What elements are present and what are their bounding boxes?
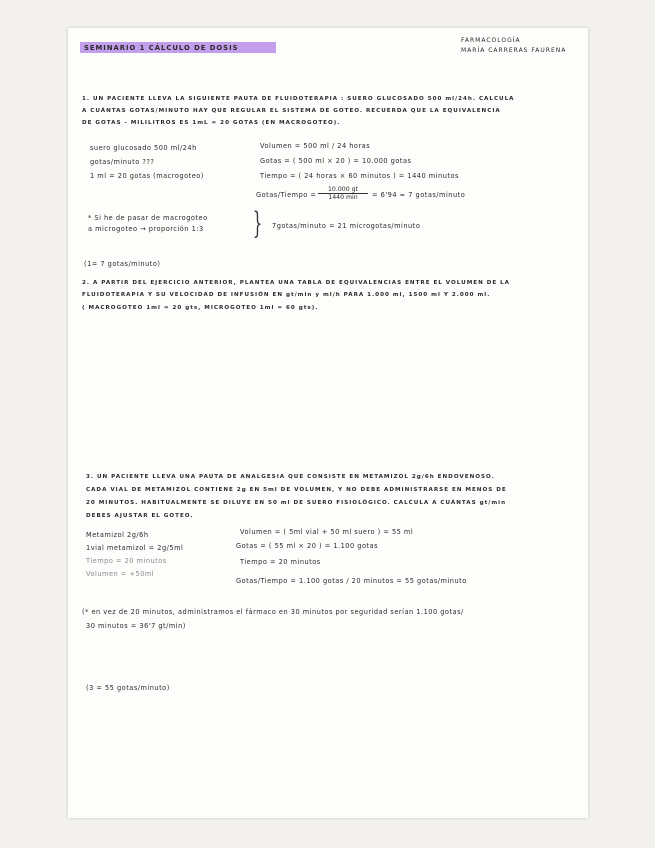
q3-note-1: (* en vez de 20 minutos, administramos el fármaco en 30 minutos por seguridad serían 1.100 gotas/: [82, 608, 464, 616]
q3-note-2: 30 minutos = 36'7 gt/min): [86, 622, 186, 630]
q1-fraction-numerator: 10.000 gt: [318, 186, 368, 194]
q3-calc-3: Tiempo = 20 minutos: [240, 558, 321, 566]
q3-data-4: Volumen = +50ml: [86, 570, 155, 578]
q2-statement-line2: FLUIDOTERAPIA Y SU VELOCIDAD DE INFUSIÓN EN gt/min y ml/h PARA 1.000 ml, 1500 ml Y 2.000 ml.: [82, 292, 491, 298]
q1-fraction-denominator: 1440 min: [328, 194, 358, 201]
q3-statement-line4: DEBES AJUSTAR EL GOTEO.: [86, 513, 194, 519]
q3-calc-2: Gotas = ( 55 ml × 20 ) = 1.100 gotas: [236, 542, 379, 550]
q1-answer: (1= 7 gotas/minuto): [84, 260, 161, 268]
q3-data-1: Metamizol 2g/6h: [86, 531, 149, 539]
q1-data-1: suero glucosado 500 ml/24h: [90, 144, 197, 152]
q3-calc-1: Volumen = ( 5ml vial + 50 ml suero ) = 55 ml: [240, 528, 414, 536]
q1-note-3: 7gotas/minuto = 21 microgotas/minuto: [272, 222, 421, 230]
q3-calc-4: Gotas/Tiempo = 1.100 gotas / 20 minutos = 55 gotas/minuto: [236, 577, 467, 585]
q3-answer: (3 = 55 gotas/minuto): [86, 684, 170, 692]
q1-statement-line3: DE GOTAS - MILILITROS ES 1mL = 20 GOTAS (EN MACROGOTEO).: [82, 120, 341, 126]
author-name: MARÍA CARRERAS FAURENA: [461, 47, 567, 54]
q2-statement-line1: 2. A PARTIR DEL EJERCICIO ANTERIOR, PLANTEA UNA TABLA DE EQUIVALENCIAS ENTRE EL VOLUMEN DE LA: [82, 280, 511, 286]
q1-fraction: [318, 186, 368, 201]
paper-sheet: [68, 28, 588, 818]
q1-calc-4-label: Gotas/Tiempo =: [256, 191, 317, 199]
curly-brace: }: [252, 206, 263, 241]
q3-statement-line2: CADA VIAL DE METAMIZOL CONTIENE 2g EN 5ml DE VOLUMEN, Y NO DEBE ADMINISTRARSE EN MENOS DE: [86, 487, 507, 493]
course-name: FARMACOLOGÍA: [461, 37, 521, 44]
q3-data-3: Tiempo = 20 minutos: [86, 557, 167, 565]
q1-calc-1: Volumen = 500 ml / 24 horas: [260, 142, 371, 150]
q1-data-2: gotas/minuto ???: [90, 158, 155, 166]
q3-statement-line3: 20 MINUTOS. HABITUALMENTE SE DILUYE EN 50 ml DE SUERO FISIOLÓGICO. CALCULA A CUÁNTAS gt/min: [86, 500, 507, 506]
q1-note-1: * Si he de pasar de macrogoteo: [88, 214, 208, 222]
q3-data-2: 1vial metamizol = 2g/5ml: [86, 544, 184, 552]
q1-calc-3: Tiempo = ( 24 horas × 60 minutos ) = 1440 minutos: [260, 172, 459, 180]
q3-statement-line1: 3. UN PACIENTE LLEVA UNA PAUTA DE ANALGESIA QUE CONSISTE EN METAMIZOL 2g/6h ENDOVENOSO.: [86, 474, 495, 480]
q2-statement-line3: ( MACROGOTEO 1ml = 20 gts, MICROGOTEO 1ml = 60 gts).: [82, 305, 319, 311]
q1-calc-2: Gotas = ( 500 ml × 20 ) = 10.000 gotas: [260, 157, 412, 165]
page-title: SEMINARIO 1 CÁLCULO DE DOSIS: [84, 44, 239, 52]
q1-statement-line1: 1. UN PACIENTE LLEVA LA SIGUIENTE PAUTA DE FLUIDOTERAPIA : SUERO GLUCOSADO 500 ml/24h. CALCULA: [82, 96, 515, 102]
q1-calc-4-result: = 6'94 ≈ 7 gotas/minuto: [372, 191, 466, 199]
q1-statement-line2: A CUÁNTAS GOTAS/MINUTO HAY QUE REGULAR EL SISTEMA DE GOTEO. RECUERDA QUE LA EQUIVALENCIA: [82, 108, 501, 114]
q1-data-3: 1 ml = 20 gotas (macrogoteo): [90, 172, 204, 180]
q1-note-2: a microgoteo → proporción 1:3: [88, 225, 204, 233]
